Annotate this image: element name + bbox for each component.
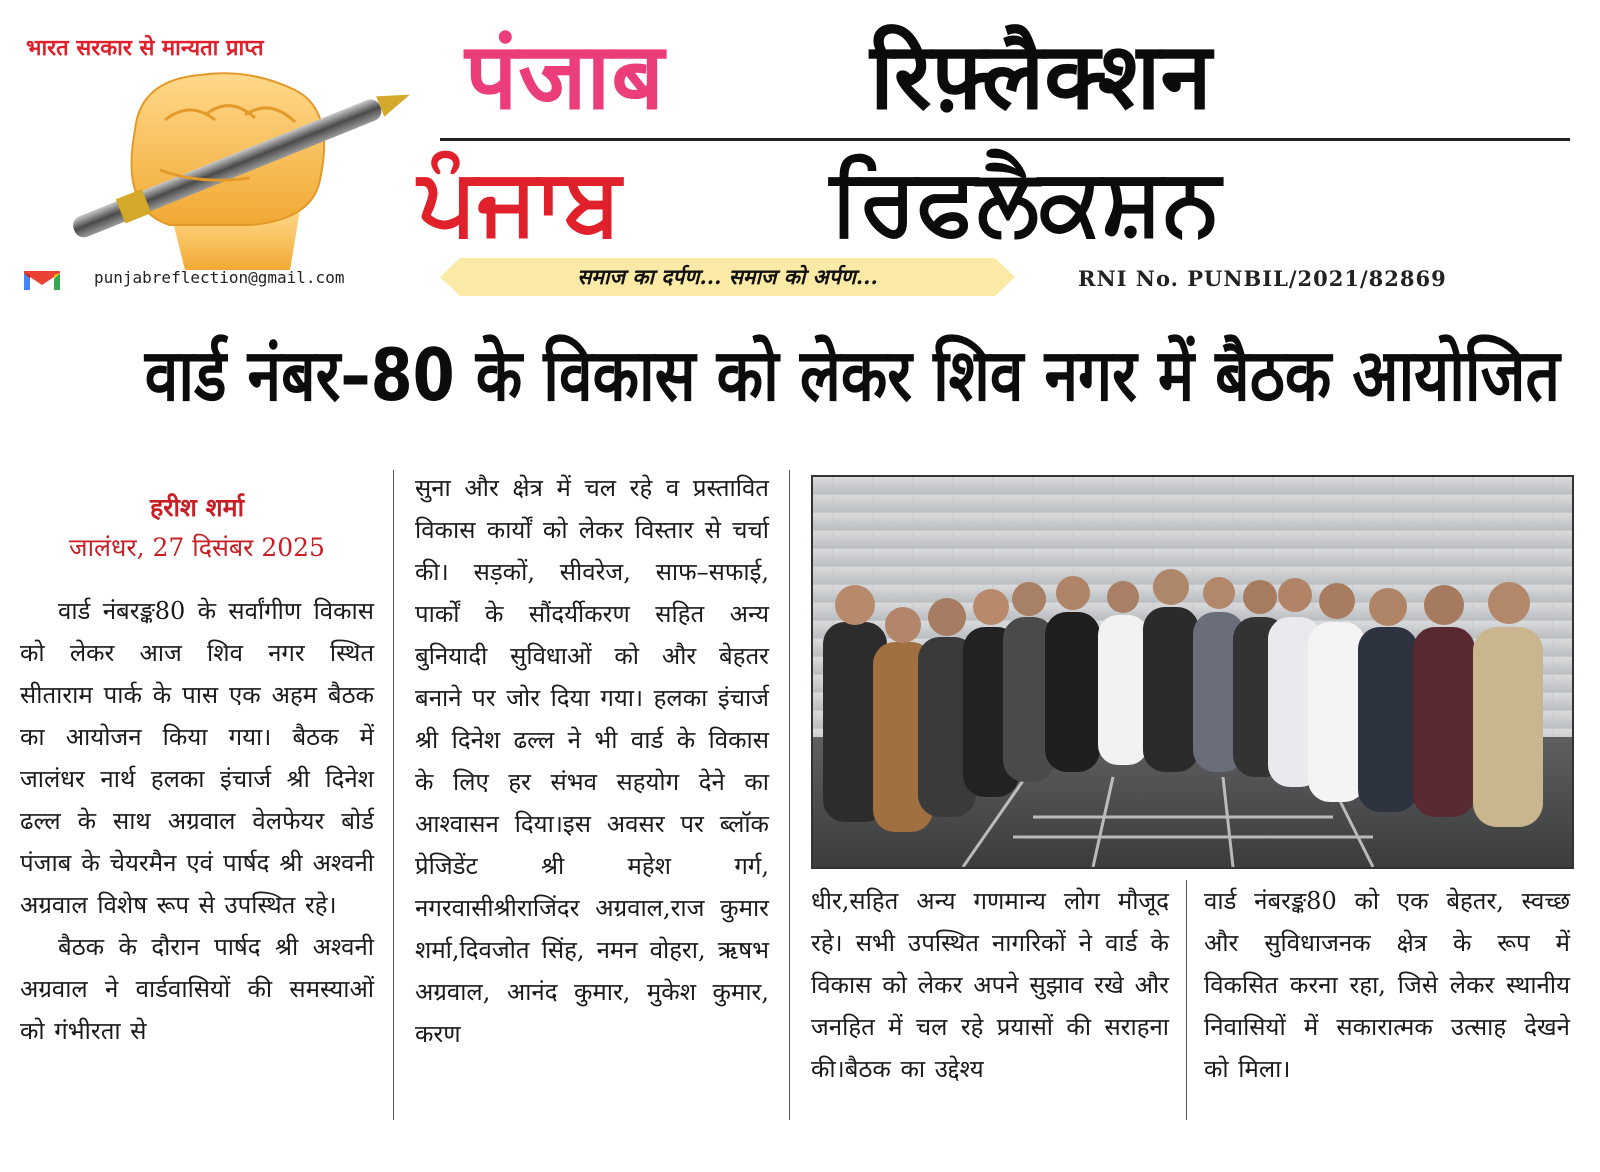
article-column-4 xyxy=(1204,880,1570,1090)
byline: हरीश शर्मा xyxy=(149,493,245,522)
column-divider xyxy=(789,470,790,1120)
column-divider xyxy=(1186,880,1187,1120)
group-photo xyxy=(811,475,1574,869)
article-column-2 xyxy=(415,467,769,1055)
article-column-1 xyxy=(20,590,374,1052)
masthead-title-hindi-punjab: पंजाब xyxy=(465,23,665,130)
masthead-title-punjabi-punjab: ਪੰਜਾਬ xyxy=(418,148,622,255)
article-column-3 xyxy=(811,880,1169,1090)
recognition-tagline: भारत सरकार से मान्यता प्राप्त xyxy=(26,35,264,61)
motto: समाज का दर्पण... समाज को अर्पण... xyxy=(577,264,878,289)
article-headline: वार्ड नंबर–80 के विकास को लेकर शिव नगर में बैठक आयोजित xyxy=(144,333,1560,417)
masthead-divider xyxy=(440,138,1570,141)
contact-email: punjabreflection@gmail.com xyxy=(94,268,345,287)
masthead-title-punjabi-reflection: ਰਿਫਲੈਕਸ਼ਨ xyxy=(830,148,1221,255)
article-paragraph: बैठक के दौरान पार्षद श्री अश्वनी अग्रवाल ने वार्डवासियों की समस्याओं को गंभीरता से xyxy=(20,933,374,1045)
fist-holding-pen-icon xyxy=(50,60,420,270)
column-divider xyxy=(393,470,394,1120)
article-paragraph: सुना और क्षेत्र में चल रहे व प्रस्तावित विकास कार्यों को लेकर विस्तार से चर्चा की। सड़कों, सीवरेज, साफ–सफाई, पार्कों के सौंदर्यीकरण सहित अन्य बुनियादी सुविधाओं को और बेहतर बनाने पर जोर दिया गया। हलका इंचार्ज श्री दिनेश ढल्ल ने भी वार्ड के विकास के लिए हर संभव सहयोग देने का आश्वासन दिया।इस अवसर पर ब्लॉक प्रेजिडेंट श्री महेश गर्ग, नगरवासीश्रीराजिंदर अग्रवाल,राज कुमार शर्मा,दिवजोत सिंह, नमन वोहरा, ऋषभ अग्रवाल, आनंद कुमार, मुकेश कुमार, करण xyxy=(415,474,769,1048)
dateline: जालंधर, 27 दिसंबर 2025 xyxy=(69,533,325,562)
rni-number: RNI No. PUNBIL/2021/82869 xyxy=(1078,266,1447,291)
gmail-icon xyxy=(22,270,62,292)
article-paragraph: वार्ड नंबरङ्क80 के सर्वांगीण विकास को लेकर आज शिव नगर स्थित सीताराम पार्क के पास एक अहम बैठक का आयोजन किया गया। बैठक में जालंधर नार्थ हलका इंचार्ज श्री दिनेश ढल्ल के साथ अग्रवाल वेलफेयर बोर्ड पंजाब के चेयरमैन एवं पार्षद श्री अश्वनी अग्रवाल विशेष रूप से उपस्थित रहे। xyxy=(20,597,374,919)
article-paragraph: वार्ड नंबरङ्क80 को एक बेहतर, स्वच्छ और सुविधाजनक क्षेत्र के रूप में विकसित करना रहा, जिसे लेकर स्थानीय निवासियों में सकारात्मक उत्साह देखने को मिला। xyxy=(1204,887,1570,1083)
article-paragraph: धीर,सहित अन्य गणमान्य लोग मौजूद रहे। सभी उपस्थित नागरिकों ने वार्ड के विकास को लेकर अपने सुझाव रखे और जनहित में चल रहे प्रयासों की सराहना की।बैठक का उद्देश्य xyxy=(811,887,1169,1083)
masthead-title-hindi-reflection: रिफ़्लैक्शन xyxy=(870,23,1212,130)
